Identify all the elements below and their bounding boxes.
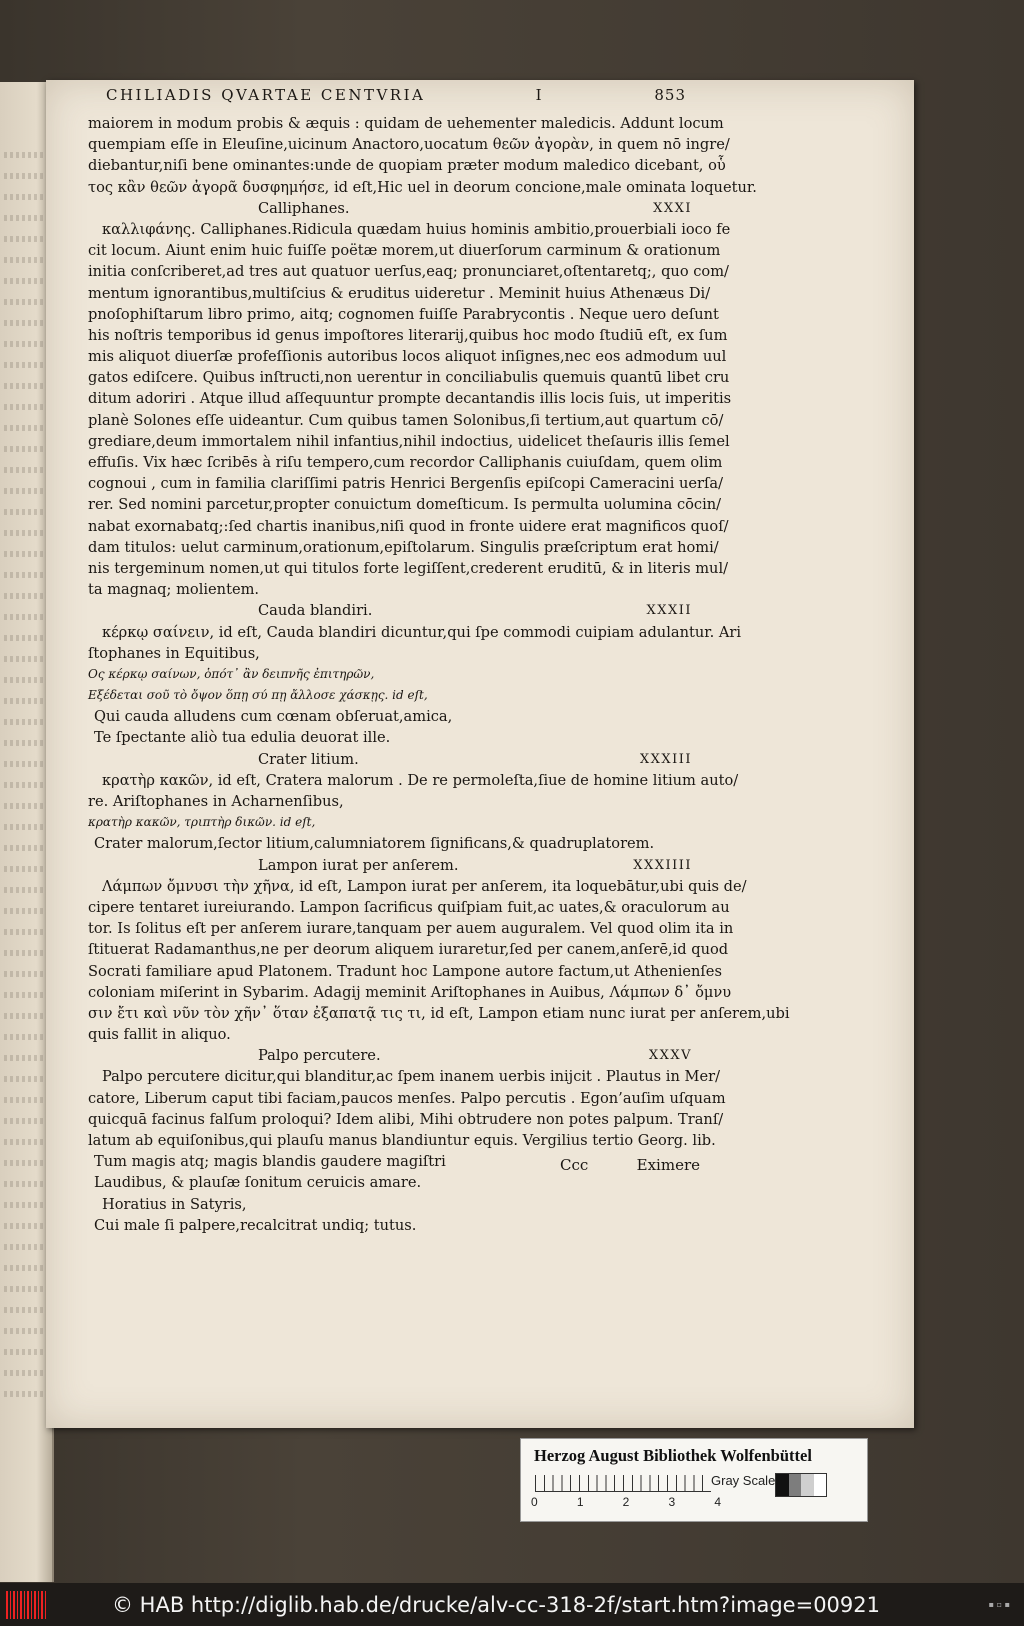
left-page-text-fragment	[4, 1118, 44, 1124]
adage-title: Palpo percutere.	[258, 1047, 381, 1065]
page-number: 853	[654, 86, 686, 104]
text-line: cit locum. Aiunt enim huic fuiſſe poëtæ morem,ut diuerſorum carminum & orationum	[88, 242, 721, 260]
left-page-text-fragment	[4, 761, 44, 767]
left-page-text-fragment	[4, 152, 44, 158]
text-line: σιν ἔτι καὶ νῦν τὸν χῆν᾽ ὅταν ἐξαπατᾷ τις τι, id eſt, Lampon etiam nunc iurat per anſerem,ubi	[88, 1004, 790, 1022]
text-line: quicquā facinus falſum proloqui? Idem alibi, Mihi obtrudere non potes palpum. Tranſ/	[88, 1110, 724, 1128]
left-page-text-fragment	[4, 257, 44, 263]
text-line: Λάμπων ὄμνυσι τὴν χῆνα, id eſt, Lampon iurat per anſerem, ita loquebātur,ubi quis de/	[102, 877, 747, 895]
left-page-text-fragment	[4, 1370, 44, 1376]
left-page-text-fragment	[4, 1013, 44, 1019]
left-page-text-fragment	[4, 1223, 44, 1229]
text-line: catore, Liberum caput tibi faciam,paucos menſes. Palpo percutis . Egon’auſim uſquam	[88, 1089, 726, 1107]
left-page-text-fragment	[4, 656, 44, 662]
left-page-text-fragment	[4, 551, 44, 557]
adage-number: XXXII	[646, 603, 692, 619]
left-page-text-fragment	[4, 1202, 44, 1208]
adage-number: XXXV	[648, 1048, 692, 1064]
text-line: κέρκῳ σαίνειν, id eſt, Cauda blandiri dicuntur,qui ſpe commodi cuipiam adulantur. Ari	[102, 623, 742, 641]
left-page-text-fragment	[4, 992, 44, 998]
adage-title: Cauda blandiri.	[258, 602, 373, 620]
left-page-text-fragment	[4, 908, 44, 914]
text-line: Palpo percutere dicitur,qui blanditur,ac ſpem inanem uerbis inijcit . Plautus in Mer/	[102, 1068, 720, 1086]
text-line: coloniam miſerint in Sybarim. Adagij meminit Ariſtophanes in Auibus, Λάμπων δ᾽ ὄμνυ	[88, 983, 732, 1001]
left-page-text-fragment	[4, 362, 44, 368]
left-page-text-fragment	[4, 383, 44, 389]
text-line: ſtituerat Radamanthus,ne per deorum aliquem iuraretur,ſed per canem,anſerē,id quod	[88, 941, 729, 959]
left-page-text-fragment	[4, 215, 44, 221]
text-line: nabat exornabatq;:ſed chartis inanibus,niſi quod in fronte uidere erat magnificos quoſ/	[88, 517, 729, 535]
text-line: ta magnaq; molientem.	[88, 581, 260, 599]
left-page-text-fragment	[4, 1181, 44, 1187]
left-page-text-fragment	[4, 1097, 44, 1103]
left-page-text-fragment	[4, 1307, 44, 1313]
text-line: κρατὴρ κακῶν, τριπτὴρ δικῶν. id eſt,	[88, 815, 316, 830]
left-page-text-fragment	[4, 845, 44, 851]
left-page-text-fragment	[4, 236, 44, 242]
signature-mark: Ccc	[560, 1156, 589, 1174]
text-line: ditum adoriri . Atque illud aſſequuntur prompte decantandis illis locis ſuis, ut imperitis	[88, 390, 732, 408]
library-name: Herzog August Bibliothek Wolfenbüttel	[534, 1446, 812, 1465]
left-page-text-fragment	[4, 299, 44, 305]
text-line: pnoſophiſtarum libro primo, aitq; cognomen fuiſſe Parabrycontis . Neque uero deſunt	[88, 305, 719, 323]
adage-title: Lampon iurat per anſerem.	[258, 856, 459, 874]
left-page-text-fragment	[4, 740, 44, 746]
page-body-text	[88, 113, 790, 1236]
left-page-text-fragment	[4, 1328, 44, 1334]
adage-heading	[88, 1045, 692, 1066]
text-line: Ος κέρκῳ σαίνων, ὁπότ᾽ ἂν δειπνῆς ἐπιτηρῶν,	[88, 666, 375, 681]
left-page-text-fragment	[4, 950, 44, 956]
text-line: maiorem in modum probis & æquis : quidam de uehementer maledicis. Addunt locum	[88, 115, 724, 132]
text-line: effuſis. Vix hæc ſcribēs à riſu tempero,cum recordor Calliphanis cuiuſdam, quem olim	[88, 454, 723, 471]
text-line: planè Solones eſſe uideantur. Cum quibus tamen Solonibus,ſi tertium,aut quartum cō/	[88, 411, 724, 429]
left-page-text-fragment	[4, 572, 44, 578]
ruler-tick-label: 3	[668, 1495, 676, 1509]
text-line: Tum magis atq; magis blandis gaudere magiſtri	[94, 1153, 446, 1171]
left-page-text-fragment	[4, 467, 44, 473]
text-line: κρατὴρ κακῶν, id eſt, Cratera malorum . De re permoleſta,ſiue de homine litium auto/	[102, 771, 739, 789]
text-line: Cui male ſi palpere,recalcitrat undiq; tutus.	[94, 1216, 417, 1234]
gray-swatch	[814, 1474, 827, 1496]
left-page-text-fragment	[4, 719, 44, 725]
left-page-text-fragment	[4, 1349, 44, 1355]
text-line: τος κἂν θεῶν ἀγορᾶ δυσφημήσε, id eſt,Hic uel in deorum concione,male ominata loquetur.	[88, 178, 757, 196]
running-header	[106, 86, 686, 104]
viewer-footer	[0, 1583, 1024, 1626]
left-page-text-fragment	[4, 1139, 44, 1145]
catchword: Eximere	[636, 1156, 700, 1174]
text-line: nis tergeminum nomen,ut qui titulos forte legiſſent,crederent eruditū, & in literis mul/	[88, 559, 729, 577]
left-page-text-fragment	[4, 278, 44, 284]
ruler-tick-label: 4	[714, 1495, 721, 1509]
left-page-text-fragment	[4, 887, 44, 893]
adage-title: Calliphanes.	[258, 199, 350, 217]
ruler-scale	[535, 1475, 711, 1492]
left-page-text-fragment	[4, 614, 44, 620]
ruler-tick-label: 2	[622, 1495, 630, 1509]
text-line: gatos ediſcere. Quibus inſtructi,non uerentur in conciliabulis quemuis quantū libet cru	[88, 369, 730, 387]
running-title: CHILIADIS QVARTAE CENTVRIA	[106, 86, 426, 104]
text-line: rer. Sed nomini parcetur,propter conuictum domeſticum. Is permulta uolumina cōcin/	[88, 496, 722, 514]
text-line: Εξέδεται σοῦ τὸ ὄψον ὅπῃ σύ πῃ ἄλλοσε χάσκῃς. id eſt,	[88, 688, 428, 703]
text-line: Socrati familiare apud Platonem. Tradunt hoc Lampone autore factum,ut Athenienſes	[88, 962, 722, 980]
left-page-text-fragment	[4, 320, 44, 326]
text-line: latum ab equiſonibus,qui plauſu manus blandiuntur equis. Vergilius tertio Georg. lib.	[88, 1132, 716, 1149]
gray-scale-label: Gray Scale	[711, 1473, 776, 1488]
text-line: Crater malorum,ſector litium,calumniatorem ſignificans,& quadruplatorem.	[94, 835, 655, 853]
footer-mini-icons: ▪ ▫ ▪	[988, 1600, 1010, 1609]
signature-line	[560, 1156, 700, 1174]
adage-heading	[88, 198, 692, 219]
gray-swatch	[776, 1474, 789, 1496]
left-page-text-fragment	[4, 929, 44, 935]
hab-logo-icon	[6, 1591, 46, 1619]
text-line: initia conſcriberet,ad tres aut quatuor uerſus,eaq; pronunciaret,oſtentaretq;, quo com/	[88, 263, 729, 281]
text-line: Laudibus, & plauſæ ſonitum ceruicis amare.	[94, 1174, 422, 1192]
text-line: καλλιφάνης. Calliphanes.Ridicula quædam huius hominis ambitio,prouerbiali ioco fe	[102, 220, 731, 238]
left-page-text-fragment	[4, 446, 44, 452]
left-page-text-fragment	[4, 1055, 44, 1061]
text-line: mis aliquot diuerſæ profeſſionis autoribus locos aliquot inſignes,nec eos admodum uul	[88, 348, 727, 366]
left-page-text-fragment	[4, 1160, 44, 1166]
text-line: cipere tentaret iureiurando. Lampon ſacrificus quiſpiam fuit,ac uates,& oraculorum au	[88, 898, 730, 916]
left-page-text-fragment	[4, 341, 44, 347]
text-line: grediare,deum immortalem nihil infantius,nihil indoctius, uidelicet theſauris illis ſemel	[88, 432, 730, 450]
text-line: cognoui , cum in familia clariſſimi patris Henrici Bergenſis epiſcopi Cameracini uerſa/	[88, 475, 724, 493]
text-line: mentum ignorantibus,multiſcius & eruditus uideretur . Meminit huius Athenæus Di/	[88, 284, 711, 302]
left-page-text-fragment	[4, 425, 44, 431]
text-line: quis fallit in aliquo.	[88, 1026, 231, 1044]
ruler-ticks	[531, 1495, 721, 1509]
left-page-text-fragment	[4, 194, 44, 200]
left-page-text-fragment	[4, 824, 44, 830]
adage-number: XXXIIII	[633, 857, 692, 873]
text-line: Te ſpectante aliò tua edulia deuorat ille.	[94, 729, 391, 747]
left-page-text-fragment	[4, 1034, 44, 1040]
left-page-text-fragment	[4, 803, 44, 809]
text-line: Horatius in Satyris,	[102, 1195, 247, 1213]
text-line: re. Ariſtophanes in Acharnenſibus,	[88, 793, 344, 810]
gray-swatch	[801, 1474, 814, 1496]
text-line: Qui cauda alludens cum cœnam obſeruat,amica,	[94, 708, 453, 726]
text-line: his noſtris temporibus id genus impoſtores literarij,quibus hoc modo ſtudiū eſt, ex ſum	[88, 326, 728, 344]
color-calibration-card	[520, 1438, 868, 1522]
gray-scale-swatches	[775, 1473, 827, 1497]
left-page-text-fragment	[4, 1244, 44, 1250]
adage-number: XXXIII	[639, 751, 692, 767]
text-line: diebantur,niſi bene ominantes:unde de quopiam præter modum maledico dicebant, οὗ	[88, 157, 726, 175]
adage-heading	[88, 749, 692, 770]
adage-title: Crater litium.	[258, 750, 359, 768]
left-page-text-fragment	[4, 509, 44, 515]
left-page-text-fragment	[4, 404, 44, 410]
adage-number: XXXI	[653, 200, 692, 216]
left-page-text-fragment	[4, 488, 44, 494]
left-page-text-fragment	[4, 635, 44, 641]
left-page-text-fragment	[4, 593, 44, 599]
left-page-text-fragment	[4, 530, 44, 536]
centuria-number: I	[535, 86, 545, 104]
text-line: quempiam eſſe in Eleuſine,uicinum Anactoro,uocatum θεῶν ἀγορὰν, in quem nō ingre/	[88, 136, 730, 154]
copyright-url[interactable]: © HAB http://diglib.hab.de/drucke/alv-cc-318-2f/start.htm?image=00921	[112, 1592, 880, 1617]
text-line: tor. Is ſolitus eſt per anſerem iurare,tanquam per auem auguralem. Vel quod olim ita in	[88, 920, 734, 938]
left-page-text-fragment	[4, 173, 44, 179]
left-page-text-fragment	[4, 677, 44, 683]
ruler-tick-label: 1	[576, 1495, 584, 1509]
left-page-text-fragment	[4, 1391, 44, 1397]
adage-heading	[88, 855, 692, 876]
gray-swatch	[789, 1474, 802, 1496]
left-page-text-fragment	[4, 1076, 44, 1082]
left-page-text-fragment	[4, 971, 44, 977]
ruler-tick-label: 0	[531, 1495, 538, 1509]
text-line: dam titulos: uelut carminum,orationum,epiſtolarum. Singulis præſcriptum erat homi/	[88, 538, 719, 556]
adage-heading	[88, 600, 692, 621]
left-page-text-fragment	[4, 1265, 44, 1271]
left-page-text-fragment	[4, 1286, 44, 1292]
left-page-text-fragment	[4, 782, 44, 788]
left-page-text-fragment	[4, 698, 44, 704]
text-line: ſtophanes in Equitibus,	[88, 644, 260, 662]
left-page-text-fragment	[4, 866, 44, 872]
